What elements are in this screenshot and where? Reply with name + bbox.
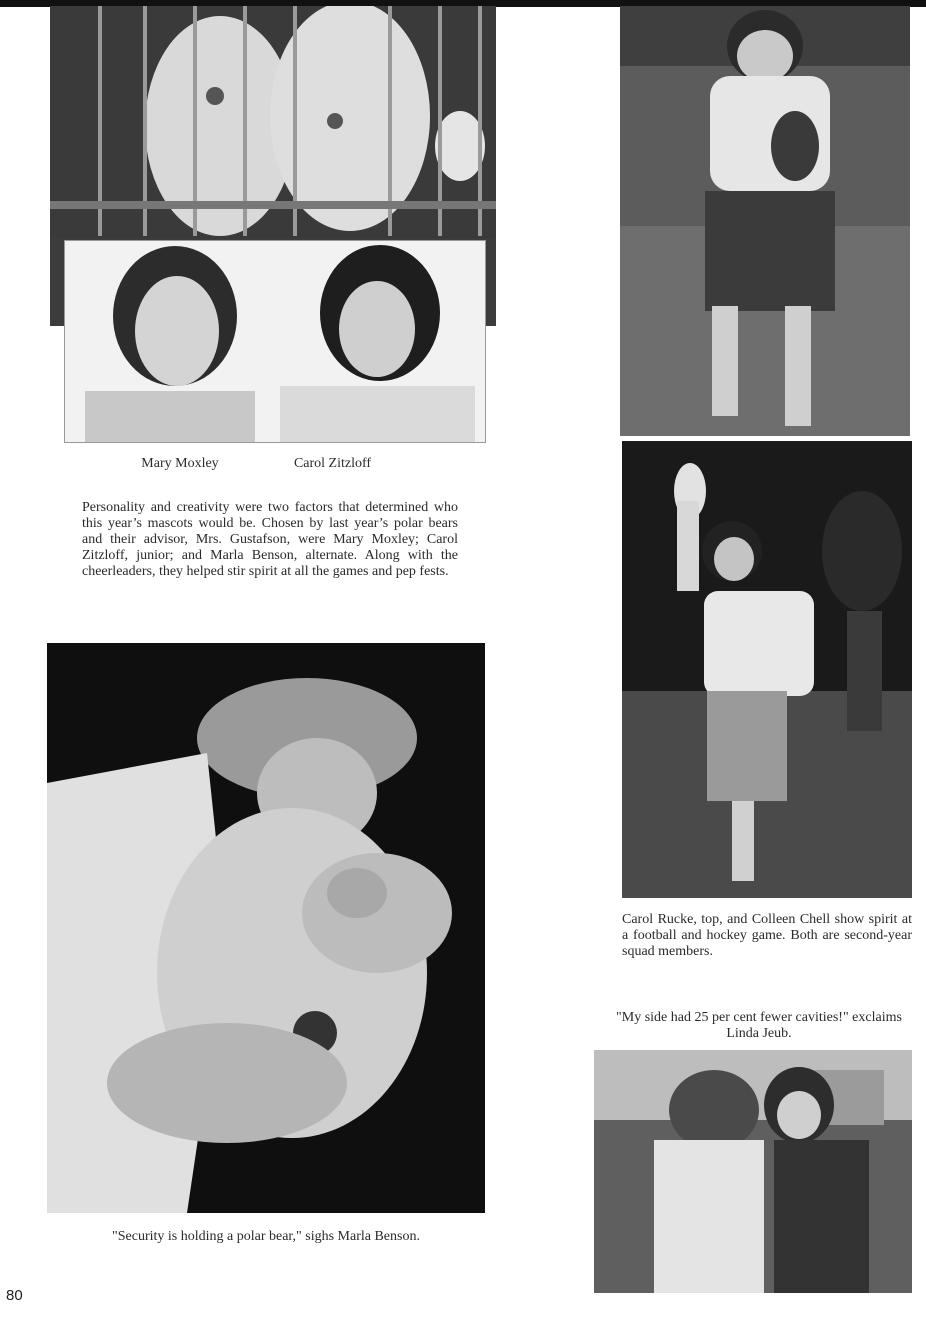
cavities-quote: "My side had 25 per cent fewer cavities!" exclaims Linda Jeub.	[616, 1010, 902, 1041]
portrait-name-right: Carol Zitzloff	[293, 456, 372, 471]
mascots-paragraph: Personality and creativity were two factors that determined who this year’s mascots would be. Chosen by last year’s polar bears and their advisor, Mrs. Gustafson, were Mary Moxley; Carol Zitzloff, junior; and Marla Benson, alternate. Along with the cheerleaders, they helped stir spirit at all the games and pep fests.	[82, 500, 458, 579]
portrait-name-left: Mary Moxley	[141, 456, 219, 471]
polar-bear-quote: "Security is holding a polar bear," sighs Marla Benson.	[112, 1229, 420, 1244]
cheerleader-football-photo	[620, 6, 910, 436]
cheerleaders-embrace-photo	[594, 1050, 912, 1293]
cheerleader-hockey-photo	[622, 441, 912, 898]
page-number: 80	[6, 1287, 23, 1304]
cheer-squad-caption: Carol Rucke, top, and Colleen Chell show spirit at a football and hockey game. Both are second-year squad members.	[622, 912, 912, 959]
mascot-portraits-photo	[64, 240, 486, 443]
polar-bear-hug-photo	[47, 643, 485, 1213]
